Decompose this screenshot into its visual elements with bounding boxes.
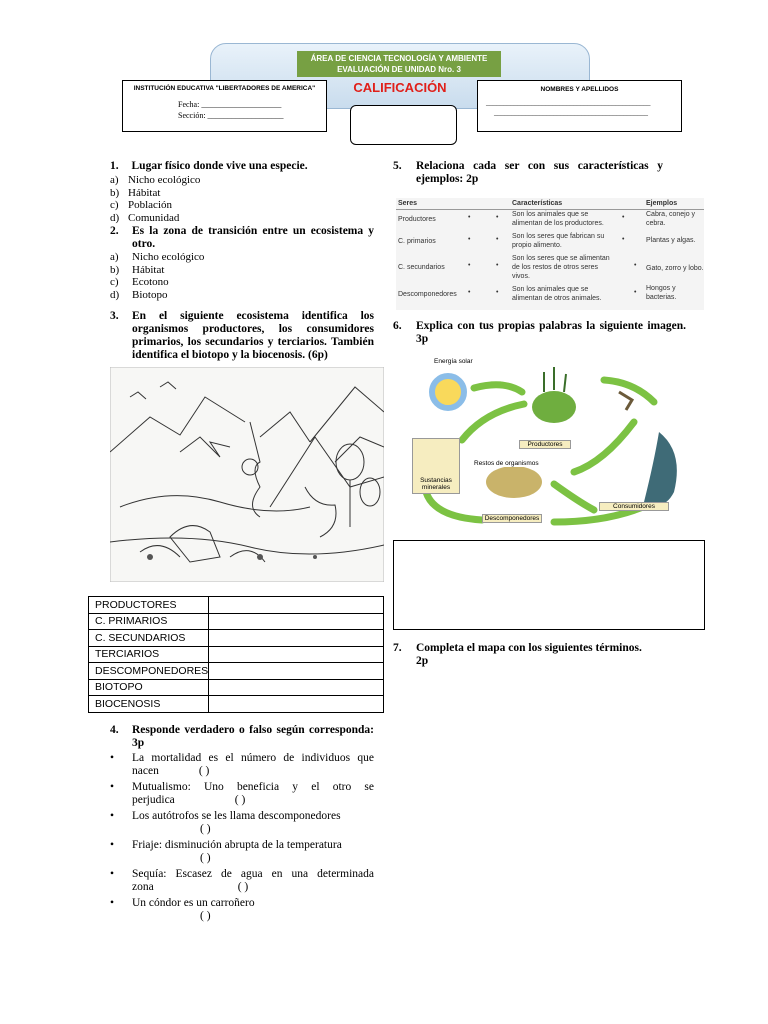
bullet-left[interactable]: •	[468, 289, 471, 296]
question-5	[393, 160, 663, 186]
answer-blank[interactable]: ( )	[200, 823, 211, 835]
option[interactable]: c) Población	[110, 199, 172, 212]
caracteristica: Son los animales que se alimentan de otros animales.	[512, 286, 602, 302]
table-label: C. PRIMARIOS	[89, 613, 209, 630]
institution-name: INSTITUCIÓN EDUCATIVA "LIBERTADORES DE AMERICA"	[133, 85, 316, 92]
bullet-left[interactable]: •	[468, 262, 471, 269]
label-energia: Energía solar	[434, 358, 473, 365]
ser-label: Productores	[398, 216, 436, 223]
table-label: PRODUCTORES	[89, 597, 209, 614]
list-item: • Los autótrofos se les llama descomponedores ( )	[110, 810, 341, 835]
label-restos: Restos de organismos	[474, 460, 539, 467]
bullet-left[interactable]: •	[468, 214, 471, 221]
label-sustancias: Sustancias minerales	[412, 438, 460, 494]
question-1	[110, 160, 380, 173]
answer-cell[interactable]	[209, 696, 384, 713]
table-row	[89, 696, 384, 713]
list-item: • Friaje: disminución abrupta de la temperatura ( )	[110, 839, 342, 864]
bullet-mid[interactable]: •	[496, 214, 499, 221]
question-2	[110, 225, 374, 251]
ejemplo: Plantas y algas.	[646, 237, 696, 244]
answer-cell[interactable]	[209, 630, 384, 647]
section-field[interactable]: Sección: ___________________	[178, 111, 284, 120]
question-6	[393, 320, 686, 346]
name-line-1[interactable]: _______________________________________________	[486, 99, 651, 107]
question-2-text: Es la zona de transición entre un ecosistema y otro.	[132, 225, 374, 250]
question-3-text: En el siguiente ecosistema identifica los organismos productores, los consumidores primarios, los secundarios y terciarios. También identifica el biotopo y la biocenosis. (6p)	[132, 310, 374, 361]
table-row	[89, 646, 384, 663]
bullet-right[interactable]: •	[634, 289, 637, 296]
option[interactable]: c) Ecotono	[110, 276, 169, 289]
bullet-right[interactable]: •	[622, 236, 625, 243]
grade-box[interactable]	[350, 105, 457, 145]
answer-blank[interactable]: ( )	[200, 910, 211, 922]
date-field[interactable]: Fecha: ____________________	[178, 100, 282, 109]
answer-cell[interactable]	[209, 646, 384, 663]
header-title	[297, 51, 501, 77]
eval-title: EVALUACIÓN DE UNIDAD Nro. 3	[337, 65, 461, 74]
table-row	[89, 613, 384, 630]
cycle-diagram	[404, 352, 696, 534]
table-row	[89, 679, 384, 696]
question-4	[110, 724, 374, 750]
label-consumidores: Consumidores	[599, 502, 669, 511]
area-title: ÁREA DE CIENCIA TECNOLOGÍA Y AMBIENTE	[310, 54, 488, 63]
question-1-number: 1.	[110, 160, 119, 172]
answer-blank[interactable]: ( )	[200, 852, 211, 864]
bullet-right[interactable]: •	[622, 214, 625, 221]
question-6-number: 6.	[393, 320, 402, 332]
question-7-text: Completa el mapa con los siguientes términos.	[416, 642, 642, 654]
option[interactable]: a) Nicho ecológico	[110, 174, 201, 186]
ecosystem-drawing	[110, 367, 384, 582]
table-label: BIOTOPO	[89, 679, 209, 696]
answer-cell[interactable]	[209, 613, 384, 630]
option[interactable]: b) Hábitat	[110, 186, 161, 199]
name-line-2[interactable]: ____________________________________________	[494, 109, 648, 117]
relation-table	[396, 198, 704, 310]
bullet-mid[interactable]: •	[496, 289, 499, 296]
question-1-options	[110, 174, 200, 224]
list-item: • Mutualismo: Uno beneficia y el otro se perjudica ( )	[110, 781, 374, 806]
answer-cell[interactable]	[209, 679, 384, 696]
bullet-mid[interactable]: •	[496, 262, 499, 269]
answer-blank[interactable]: ( )	[237, 881, 249, 893]
question-4-number: 4.	[110, 724, 119, 736]
answer-cell[interactable]	[209, 663, 384, 680]
question-4-text: Responde verdadero o falso según corresponda: 3p	[132, 724, 374, 749]
question-3-number: 3.	[110, 310, 119, 322]
answer-blank[interactable]: ( )	[234, 794, 246, 806]
names-label: NOMBRES Y APELLIDOS	[540, 86, 619, 93]
bullet-right[interactable]: •	[634, 262, 637, 269]
question-7-points: 2p	[416, 655, 429, 667]
option[interactable]: d) Biotopo	[110, 288, 168, 301]
caracteristica: Son los animales que se alimentan de los productores.	[512, 211, 604, 227]
bullet-mid[interactable]: •	[496, 236, 499, 243]
institution-box	[122, 80, 327, 132]
option[interactable]: b) Hábitat	[110, 263, 165, 276]
question-2-options	[110, 251, 204, 301]
label-descomponedores: Descomponedores	[482, 514, 542, 523]
table-row	[89, 597, 384, 614]
question-5-number: 5.	[393, 160, 402, 172]
table-label: C. SECUNDARIOS	[89, 630, 209, 647]
table-row	[89, 663, 384, 680]
answers-table	[88, 596, 384, 713]
list-item: • La mortalidad es el número de individuos que nacen ( )	[110, 752, 374, 777]
ser-label: C. secundarios	[398, 264, 445, 271]
list-item: • Un cóndor es un carroñero ( )	[110, 897, 255, 922]
table-label: TERCIARIOS	[89, 646, 209, 663]
option[interactable]: a) Nicho ecológico	[110, 251, 205, 263]
label-productores: Productores	[519, 440, 571, 449]
list-item: • Sequía: Escasez de agua en una determinada zona ( )	[110, 868, 374, 893]
ser-label: Descomponedores	[398, 291, 457, 298]
answer-cell[interactable]	[209, 597, 384, 614]
table-row	[89, 630, 384, 647]
table-label: DESCOMPONEDORES	[89, 663, 209, 680]
caracteristica: Son los seres que se alimentan de los restos de otros seres vivos.	[512, 255, 610, 280]
ejemplo: Gato, zorro y lobo.	[646, 265, 704, 272]
question-4-items	[110, 752, 374, 923]
header-seres: Seres	[398, 200, 418, 207]
option[interactable]: d) Comunidad	[110, 211, 180, 224]
ejemplo: Cabra, conejo y cebra.	[646, 211, 696, 227]
question-7-number: 7.	[393, 642, 402, 654]
bullet-left[interactable]: •	[468, 236, 471, 243]
question-3	[110, 310, 374, 362]
question-5-text: Relaciona cada ser con sus características y ejemplos: 2p	[416, 160, 663, 185]
answer-blank[interactable]: ( )	[198, 765, 210, 777]
ser-label: C. primarios	[398, 238, 436, 245]
question-7	[393, 642, 683, 668]
caracteristica: Son los seres que fabrican su propio alimento.	[512, 233, 605, 249]
q6-answer-box[interactable]	[393, 540, 705, 630]
ejemplo: Hongos y bacterias.	[646, 285, 677, 301]
grade-title: CALIFICACIÓN	[353, 80, 447, 95]
name-box	[477, 80, 682, 132]
question-6-text: Explica con tus propias palabras la siguiente imagen. 3p	[416, 320, 686, 345]
question-1-text: Lugar físico donde vive una especie.	[131, 160, 308, 172]
table-label: BIOCENOSIS	[89, 696, 209, 713]
header-ejemplos: Ejemplos	[646, 200, 678, 207]
question-2-number: 2.	[110, 225, 119, 237]
header-caracteristicas: Características	[512, 200, 563, 207]
